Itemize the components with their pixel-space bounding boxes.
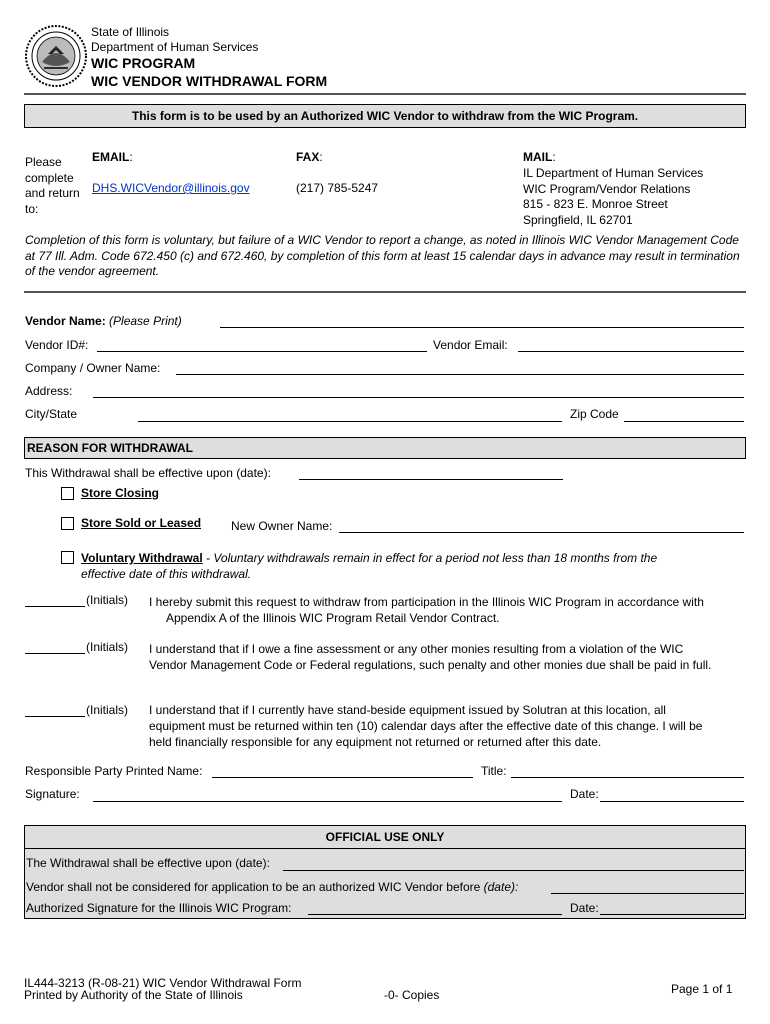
statement-fine-assessment: I understand that if I owe a fine assessment or any other monies resulting from a violation of the WIC Vendor Management Code or Federal regulations, such penalty and other monies due shall be paid in full.: [149, 642, 712, 672]
email-label: EMAIL:: [92, 150, 133, 164]
initials-label-3: (Initials): [86, 703, 129, 717]
new-owner-field[interactable]: [339, 532, 744, 533]
official-effective-label: The Withdrawal shall be effective upon (date):: [26, 856, 270, 870]
statement-equipment-return: I understand that if I currently have stand-beside equipment issued by Solutran at this location, all equipment must be returned within ten (10) calendar days after the effective date of this change. I will be held financially responsible for any equipment not returned or returned after this date.: [149, 703, 703, 749]
store-sold-checkbox[interactable]: [61, 517, 74, 530]
signature-label: Signature:: [25, 787, 80, 801]
official-effective-field[interactable]: [283, 870, 744, 871]
signoff-date-field[interactable]: [600, 801, 744, 802]
reason-heading: REASON FOR WITHDRAWAL: [27, 441, 193, 455]
title-label: Title:: [481, 764, 507, 778]
fax-label: FAX:: [296, 150, 323, 164]
printed-by: Printed by Authority of the State of Illinois: [24, 988, 243, 1002]
company-owner-label: Company / Owner Name:: [25, 361, 161, 375]
mail-label: MAIL:: [523, 150, 556, 164]
vendor-id-field[interactable]: [97, 351, 427, 352]
state-name: State of Illinois: [91, 25, 170, 39]
title-field[interactable]: [511, 777, 744, 778]
initials-label-2: (Initials): [86, 640, 129, 654]
authorized-signature-field[interactable]: [308, 914, 562, 915]
form-id: IL444-3213 (R-08-21) WIC Vendor Withdrawal Form: [24, 976, 302, 990]
vendor-id-label: Vendor ID#:: [25, 338, 89, 352]
notice-rule: [24, 291, 746, 293]
return-instruction: Please complete and return to:: [25, 155, 80, 216]
voluntary-notice: Completion of this form is voluntary, but failure of a WIC Vendor to report a change, as noted in Illinois WIC Vendor Management Code at 77 Ill. Adm. Code 672.450 (c) and 672.460, by completion of this form at least 15 calendar days in advance may result in termination of the vendor agreement.: [25, 233, 740, 278]
vendor-email-field[interactable]: [518, 351, 744, 352]
store-closing-label: Store Closing: [81, 486, 160, 500]
department-name: Department of Human Services: [91, 40, 259, 54]
effective-date-label: This Withdrawal shall be effective upon (date):: [25, 466, 271, 480]
initials-field-3[interactable]: [25, 716, 85, 717]
authorized-signature-label: Authorized Signature for the Illinois WIC Program:: [26, 901, 292, 915]
store-closing-checkbox[interactable]: [61, 487, 74, 500]
address-label: Address:: [25, 384, 73, 398]
vendor-email-label: Vendor Email:: [433, 338, 508, 352]
reason-heading-bar: [24, 437, 746, 459]
city-state-label: City/State: [25, 407, 78, 421]
zip-code-field[interactable]: [624, 421, 744, 422]
header-rule: [24, 93, 746, 95]
company-owner-field[interactable]: [176, 374, 744, 375]
vendor-name-field[interactable]: [220, 327, 744, 328]
not-considered-label: Vendor shall not be considered for application to be an authorized WIC Vendor before (date):: [26, 880, 519, 894]
program-name: WIC PROGRAM: [91, 55, 196, 71]
new-owner-label: New Owner Name:: [231, 519, 333, 533]
purpose-banner: [24, 104, 746, 128]
mail-address: IL Department of Human Services WIC Program/Vendor Relations 815 - 823 E. Monroe Street Springfield, IL 62701: [523, 166, 704, 227]
official-divider-1: [24, 848, 746, 849]
email-link[interactable]: DHS.WICVendor@illinois.gov: [92, 181, 250, 195]
voluntary-withdrawal-label: Voluntary Withdrawal - Voluntary withdrawals remain in effect for a period not less than 18 months from the effective date of this withdrawal.: [81, 551, 658, 581]
address-field[interactable]: [93, 397, 744, 398]
official-date-label: Date:: [570, 901, 599, 915]
fax-number: (217) 785-5247: [296, 181, 379, 195]
purpose-text: This form is to be used by an Authorized WIC Vendor to withdraw from the WIC Program.: [131, 109, 639, 123]
zip-code-label: Zip Code: [570, 407, 619, 421]
city-state-field[interactable]: [138, 421, 562, 422]
voluntary-withdrawal-checkbox[interactable]: [61, 551, 74, 564]
not-considered-date-field[interactable]: [551, 893, 744, 894]
page-number: Page 1 of 1: [671, 982, 733, 996]
vendor-name-label: Vendor Name: (Please Print): [25, 314, 182, 328]
copies-count: -0- Copies: [384, 988, 440, 1002]
initials-label-1: (Initials): [86, 593, 129, 607]
initials-field-1[interactable]: [25, 606, 85, 607]
illinois-state-seal-icon: [24, 24, 88, 88]
signature-field[interactable]: [93, 801, 562, 802]
responsible-party-label: Responsible Party Printed Name:: [25, 764, 203, 778]
effective-date-field[interactable]: [299, 479, 563, 480]
initials-field-2[interactable]: [25, 653, 85, 654]
statement-withdraw-request: I hereby submit this request to withdraw from participation in the Illinois WIC Program in accordance with Appendix A of the Illinois WIC Program Retail Vendor Contract.: [149, 595, 704, 625]
form-title: WIC VENDOR WITHDRAWAL FORM: [91, 73, 328, 89]
store-sold-label: Store Sold or Leased: [81, 516, 202, 530]
official-date-field[interactable]: [600, 914, 744, 915]
signoff-date-label: Date:: [570, 787, 599, 801]
official-use-heading: OFFICIAL USE ONLY: [325, 830, 445, 844]
responsible-party-field[interactable]: [212, 777, 473, 778]
